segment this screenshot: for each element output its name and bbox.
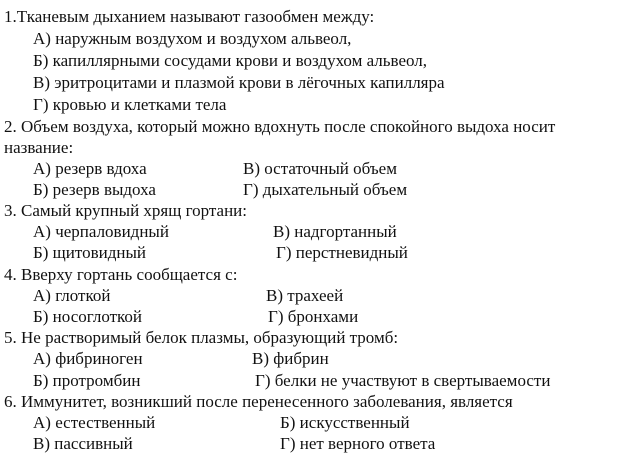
question-3-option-a: А) черпаловидный — [33, 222, 169, 241]
question-4-option-a: А) глоткой — [33, 286, 111, 305]
question-2-option-b: Б) резерв выдоха — [33, 180, 156, 199]
question-1-option-a: А) наружным воздухом и воздухом альвеол, — [33, 29, 352, 48]
question-2-text-continued: название: — [4, 138, 74, 157]
question-6-option-b: Б) искусственный — [280, 413, 410, 432]
question-2-option-a: А) резерв вдоха — [33, 159, 147, 178]
question-3-option-b: Б) щитовидный — [33, 243, 146, 262]
question-6-option-c: В) пассивный — [33, 434, 133, 453]
question-2-option-c: В) остаточный объем — [243, 159, 397, 178]
question-5-option-d: Г) белки не участвуют в свертываемости — [255, 371, 551, 390]
question-4-option-d: Г) бронхами — [268, 307, 359, 326]
question-5-text: 5. Не растворимый белок плазмы, образующий тромб: — [4, 328, 399, 347]
question-4-option-c: В) трахеей — [266, 286, 344, 305]
question-6-option-d: Г) нет верного ответа — [280, 434, 436, 453]
question-6-option-a: А) естественный — [33, 413, 156, 432]
question-2-text: 2. Объем воздуха, который можно вдохнуть после спокойного выдоха носит — [4, 117, 556, 136]
question-1-option-c: В) эритроцитами и плазмой крови в лёгочных капилляра — [33, 73, 445, 92]
question-3-text: 3. Самый крупный хрящ гортани: — [4, 201, 247, 220]
question-3-option-c: В) надгортанный — [273, 222, 397, 241]
question-4-option-b: Б) носоглоткой — [33, 307, 143, 326]
question-4-text: 4. Вверху гортань сообщается с: — [4, 265, 238, 284]
question-5-option-c: В) фибрин — [252, 349, 329, 368]
question-3-option-d: Г) перстневидный — [276, 243, 408, 262]
question-5-option-b: Б) протромбин — [33, 371, 141, 390]
question-1-option-d: Г) кровью и клетками тела — [33, 95, 227, 114]
question-5-option-a: А) фибриноген — [33, 349, 143, 368]
question-6-text: 6. Иммунитет, возникший после перенесенного заболевания, является — [4, 392, 513, 411]
question-1-option-b: Б) капиллярными сосудами крови и воздухом альвеол, — [33, 51, 428, 70]
question-2-option-d: Г) дыхательный объем — [243, 180, 408, 199]
question-1-text: 1.Тканевым дыханием называют газообмен между: — [4, 7, 375, 26]
